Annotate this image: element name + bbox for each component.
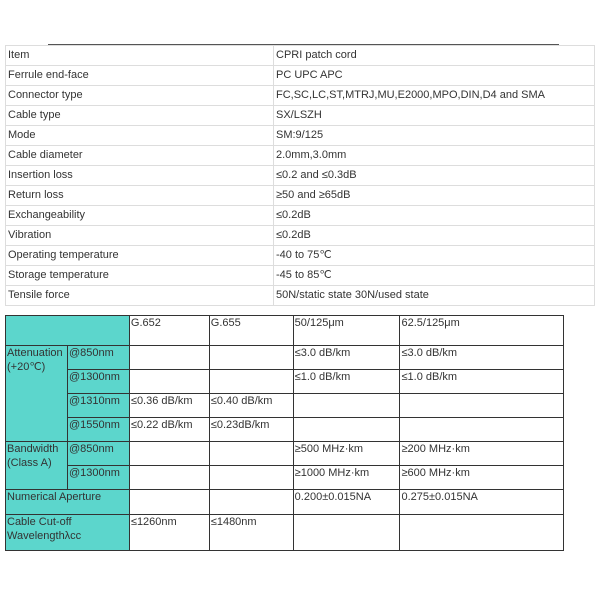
spec-item-cell: Insertion loss (6, 166, 274, 186)
spec-item-cell: Vibration (6, 226, 274, 246)
mm625-cell: ≤1.0 dB/km (400, 370, 564, 394)
mm50-cell (293, 515, 400, 551)
header-g655: G.655 (209, 316, 293, 346)
spec-value-cell: ≤0.2dB (274, 206, 595, 226)
g655-cell: ≤0.40 dB/km (209, 394, 293, 418)
spec-item-cell: Tensile force (6, 286, 274, 306)
mm50-cell: ≥1000 MHz·km (293, 466, 400, 490)
spec-value-cell: PC UPC APC (274, 66, 595, 86)
spec-item-cell: Mode (6, 126, 274, 146)
g655-cell (209, 442, 293, 466)
mm50-cell: ≥500 MHz·km (293, 442, 400, 466)
g652-cell (129, 442, 209, 466)
header-62-5-125: 62.5/125μm (400, 316, 564, 346)
spec-item-cell: Cable diameter (6, 146, 274, 166)
spec-item-cell: Return loss (6, 186, 274, 206)
spec-value-cell: SX/LSZH (274, 106, 595, 126)
header-blank-cell (6, 316, 130, 346)
mm50-cell: 0.200±0.015NA (293, 490, 400, 515)
spec-table-body (6, 46, 595, 306)
spec-item-cell: Item (6, 46, 274, 66)
mm625-cell: ≥600 MHz·km (400, 466, 564, 490)
bandwidth-label-line1: Bandwidth (7, 443, 59, 455)
spec-value-cell: ≤0.2dB (274, 226, 595, 246)
table-row (6, 394, 564, 418)
g652-cell: ≤0.36 dB/km (129, 394, 209, 418)
mm625-cell (400, 394, 564, 418)
cutoff-label-line2: Wavelengthλcc (7, 530, 82, 542)
wavelength-cell: @1310nm (67, 394, 129, 418)
mm625-cell: ≤3.0 dB/km (400, 346, 564, 370)
spec-value-cell: 2.0mm,3.0mm (274, 146, 595, 166)
table-row (6, 490, 564, 515)
spec-value-cell: SM:9/125 (274, 126, 595, 146)
mm625-cell (400, 515, 564, 551)
g655-cell (209, 370, 293, 394)
spec-row (6, 146, 595, 166)
table-row (6, 346, 564, 370)
spec-value-cell: -45 to 85℃ (274, 266, 595, 286)
spec-value-cell: ≤0.2 and ≤0.3dB (274, 166, 595, 186)
g652-cell (129, 346, 209, 370)
mm50-cell (293, 394, 400, 418)
fiber-spec-table (5, 315, 564, 551)
bandwidth-label-line2: (Class A) (7, 457, 52, 469)
mm625-cell (400, 418, 564, 442)
attenuation-label (6, 346, 68, 442)
spec-row (6, 66, 595, 86)
spec-row (6, 226, 595, 246)
g652-cell (129, 370, 209, 394)
spec-row (6, 126, 595, 146)
bandwidth-label (6, 442, 68, 490)
spec-table (5, 45, 595, 306)
wavelength-cell: @1300nm (67, 370, 129, 394)
spec-value-cell: ≥50 and ≥65dB (274, 186, 595, 206)
spec-item-cell: Storage temperature (6, 266, 274, 286)
mm50-cell (293, 418, 400, 442)
g655-cell (209, 346, 293, 370)
mm625-cell: ≥200 MHz·km (400, 442, 564, 466)
spec-row (6, 86, 595, 106)
spec-value-cell: -40 to 75℃ (274, 246, 595, 266)
spec-item-cell: Connector type (6, 86, 274, 106)
spec-row (6, 166, 595, 186)
g655-cell: ≤1480nm (209, 515, 293, 551)
attenuation-label-line1: Attenuation (7, 347, 63, 359)
spec-row (6, 246, 595, 266)
table-row (6, 466, 564, 490)
table-row (6, 370, 564, 394)
wavelength-cell: @1300nm (67, 466, 129, 490)
spec-item-cell: Cable type (6, 106, 274, 126)
g655-cell (209, 466, 293, 490)
wavelength-cell: @850nm (67, 346, 129, 370)
g655-cell: ≤0.23dB/km (209, 418, 293, 442)
table-row (6, 442, 564, 466)
g652-cell: ≤1260nm (129, 515, 209, 551)
mm625-cell: 0.275±0.015NA (400, 490, 564, 515)
spec-value-cell: CPRI patch cord (274, 46, 595, 66)
spec-row (6, 186, 595, 206)
header-50-125: 50/125μm (293, 316, 400, 346)
wavelength-cell: @1550nm (67, 418, 129, 442)
table-row (6, 515, 564, 551)
spec-value-cell: 50N/static state 30N/used state (274, 286, 595, 306)
attenuation-label-line2: (+20℃) (7, 361, 46, 373)
spec-item-cell: Ferrule end-face (6, 66, 274, 86)
spec-row (6, 46, 595, 66)
spec-row (6, 266, 595, 286)
spec-row (6, 106, 595, 126)
spec-item-cell: Exchangeability (6, 206, 274, 226)
wavelength-cell: @850nm (67, 442, 129, 466)
mm50-cell: ≤1.0 dB/km (293, 370, 400, 394)
g652-cell (129, 466, 209, 490)
numerical-aperture-label: Numerical Aperture (6, 490, 130, 515)
g652-cell: ≤0.22 dB/km (129, 418, 209, 442)
spec-row (6, 206, 595, 226)
fiber-header-row (6, 316, 564, 346)
cutoff-label-line1: Cable Cut-off (7, 516, 72, 528)
g655-cell (209, 490, 293, 515)
mm50-cell: ≤3.0 dB/km (293, 346, 400, 370)
spec-item-cell: Operating temperature (6, 246, 274, 266)
spec-row (6, 286, 595, 306)
cutoff-label (6, 515, 130, 551)
g652-cell (129, 490, 209, 515)
header-g652: G.652 (129, 316, 209, 346)
table-row (6, 418, 564, 442)
spec-value-cell: FC,SC,LC,ST,MTRJ,MU,E2000,MPO,DIN,D4 and SMA (274, 86, 595, 106)
